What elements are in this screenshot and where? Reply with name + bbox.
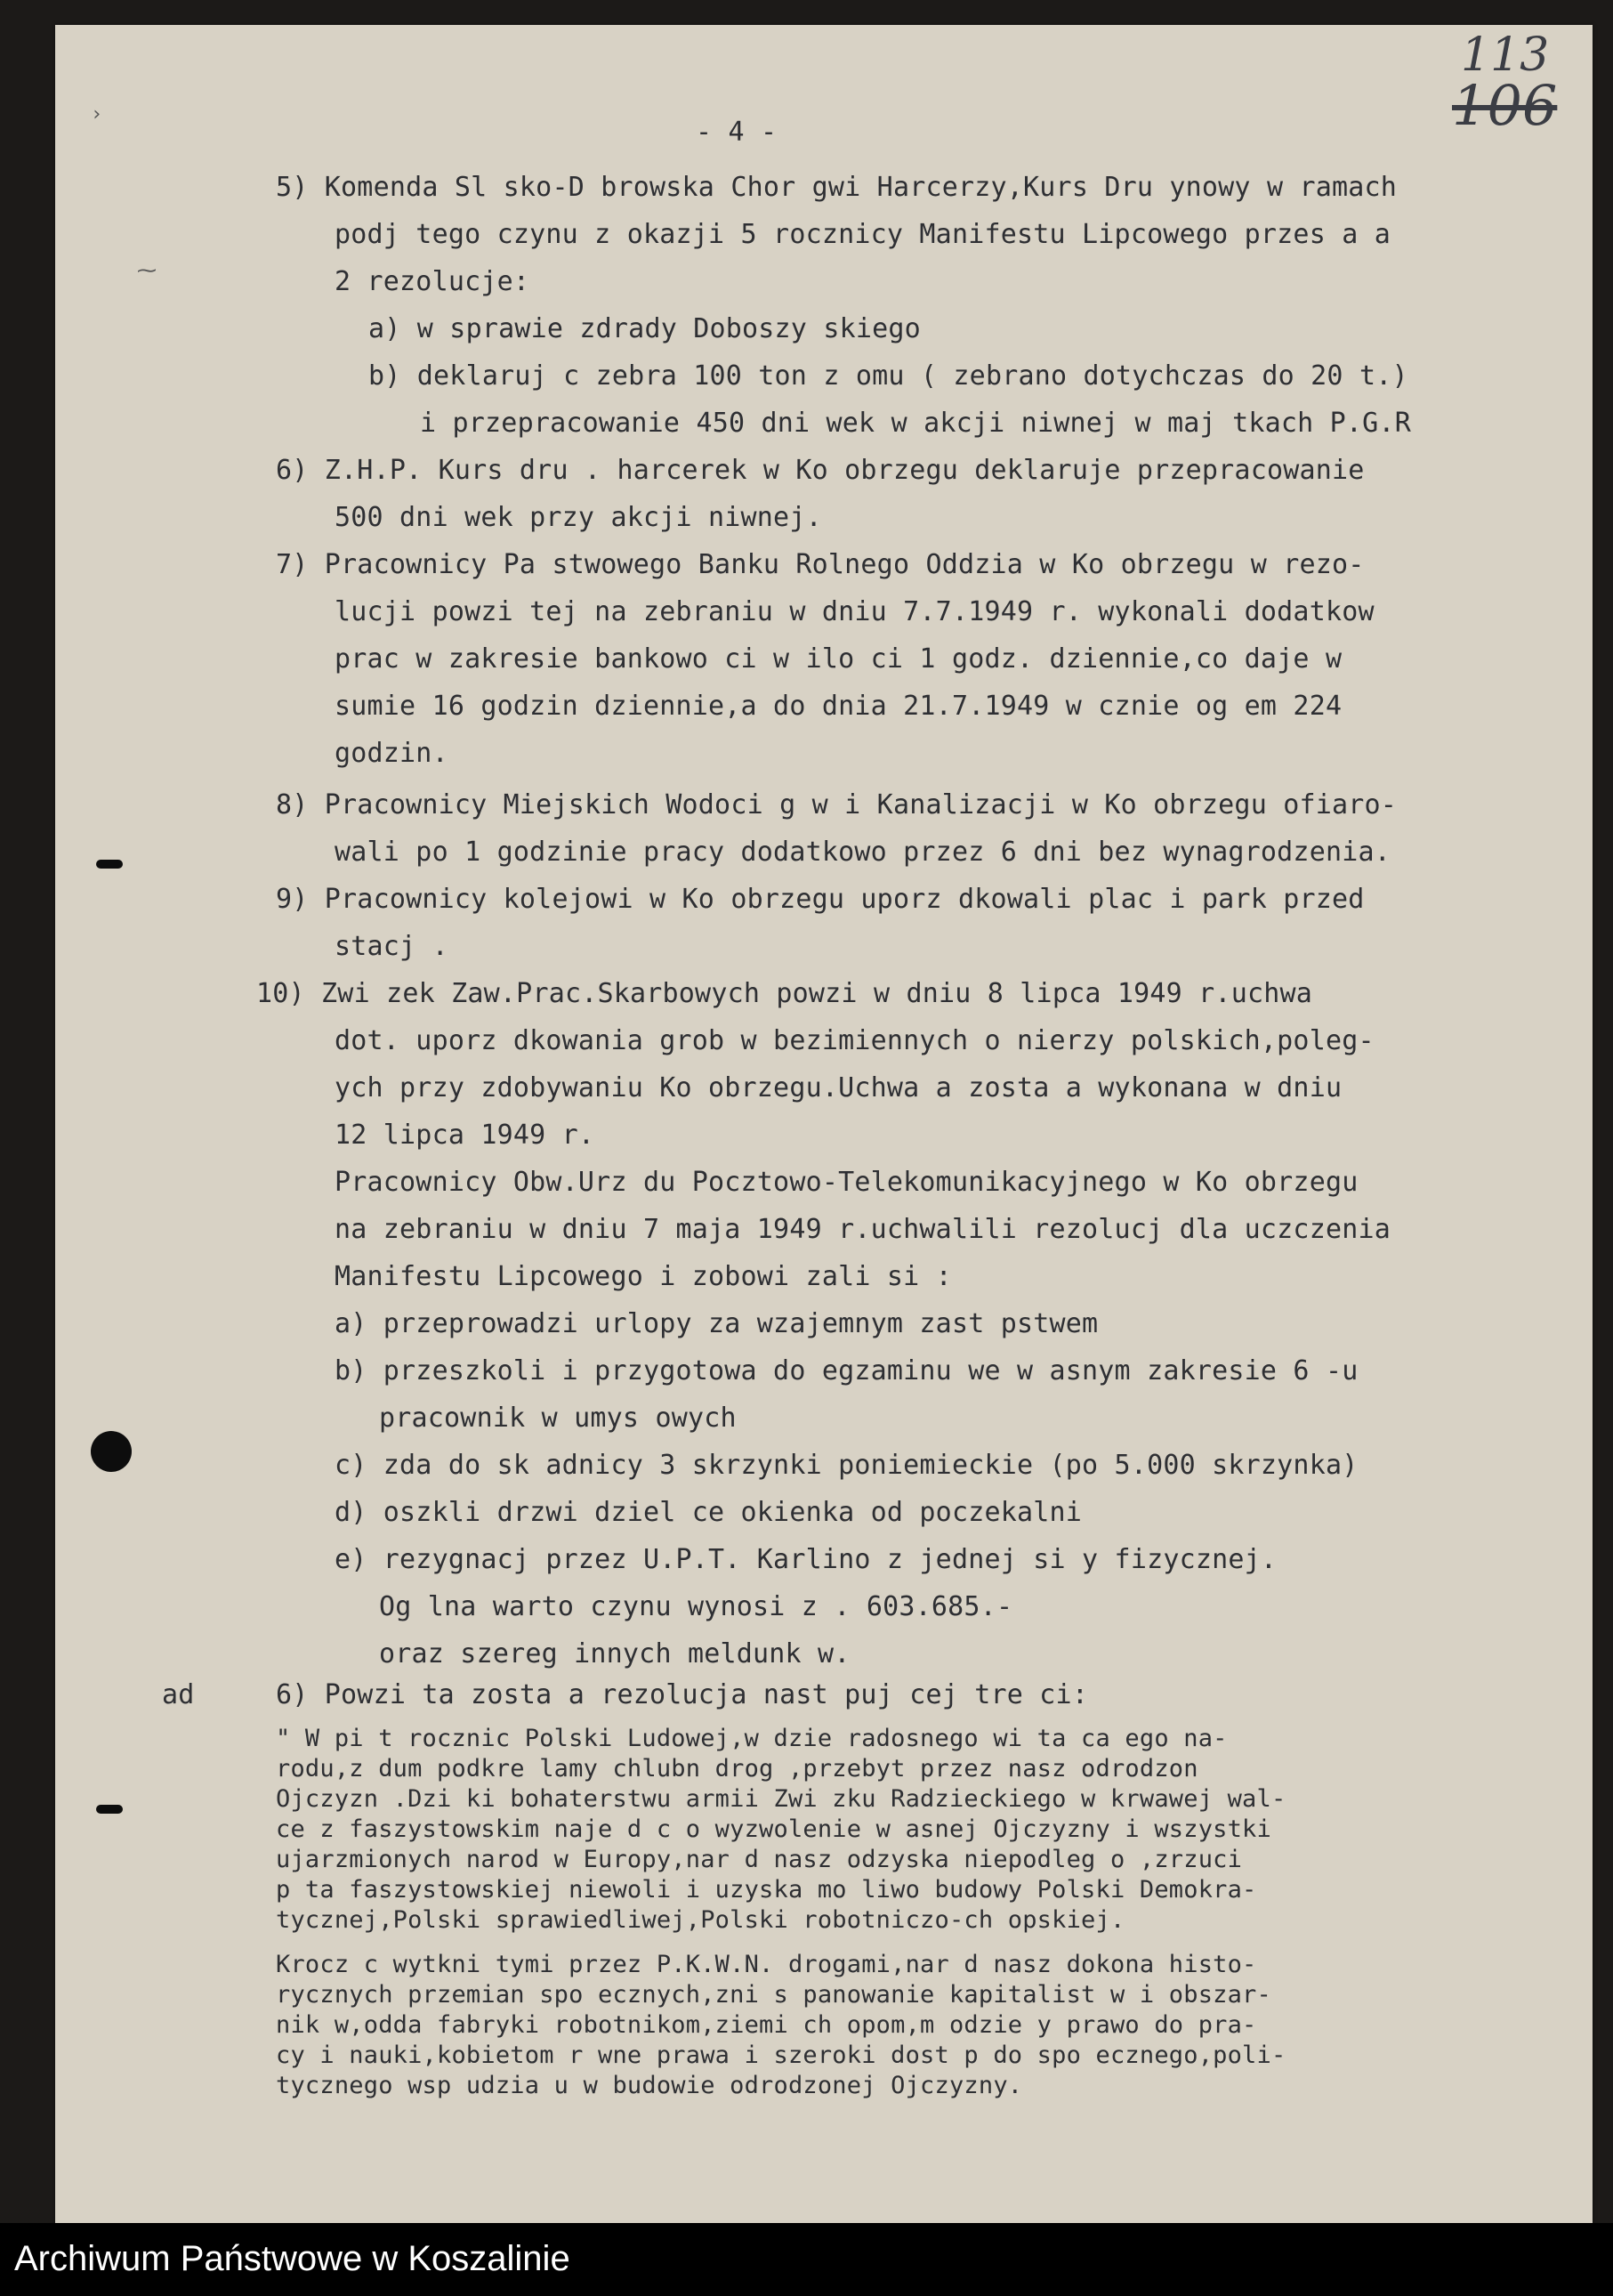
- resolution-line: p ta faszystowskiej niewoli i uzyska mo liwo budowy Polski Demokra-: [276, 1876, 1257, 1904]
- text-line: ych przy zdobywaniu Ko obrzegu.Uchwa a zosta a wykonana w dniu: [335, 1072, 1343, 1104]
- text-line: 6) Powzi ta zosta a rezolucja nast puj cej tre ci:: [276, 1679, 1089, 1710]
- text-line: prac w zakresie bankowo ci w ilo ci 1 godz. dziennie,co daje w: [335, 643, 1343, 675]
- text-line: lucji powzi tej na zebraniu w dniu 7.7.1949 r. wykonali dodatkow: [335, 596, 1375, 627]
- text-line: podj tego czynu z okazji 5 rocznicy Manifestu Lipcowego przes a a: [335, 219, 1391, 250]
- punch-notch: [96, 1805, 123, 1814]
- text-line: Pracownicy Obw.Urz du Pocztowo-Telekomunikacyjnego w Ko obrzegu: [335, 1167, 1359, 1198]
- resolution-line: tycznej,Polski sprawiedliwej,Polski robotniczo-ch opskiej.: [276, 1906, 1125, 1934]
- archive-name: Archiwum Państwowe w Koszalinie: [14, 2239, 570, 2278]
- text-line: b) deklaruj c zebra 100 ton z omu ( zebrano dotychczas do 20 t.): [368, 360, 1408, 392]
- resolution-line: rodu,z dum podkre lamy chlubn drog ,przebyt przez nasz odrodzon: [276, 1755, 1198, 1783]
- text-line: 12 lipca 1949 r.: [335, 1120, 595, 1151]
- document-page: [55, 25, 1593, 2223]
- punch-hole: [91, 1431, 132, 1472]
- text-line: b) przeszkoli i przygotowa do egzaminu we w asnym zakresie 6 -u: [335, 1355, 1359, 1386]
- resolution-line: " W pi t rocznic Polski Ludowej,w dzie radosnego wi ta ca ego na-: [276, 1725, 1228, 1752]
- resolution-line: rycznych przemian spo ecznych,zni s panowanie kapitalist w i obszar-: [276, 1981, 1271, 2009]
- archive-footer-bar: [0, 2223, 1613, 2296]
- text-line: godzin.: [335, 738, 448, 769]
- handwritten-crossed-number: 106: [1452, 73, 1558, 138]
- text-line: 7) Pracownicy Pa stwowego Banku Rolnego Oddzia w Ko obrzegu w rezo-: [276, 549, 1365, 580]
- punch-notch: [96, 860, 123, 869]
- text-line: d) oszkli drzwi dziel ce okienka od poczekalni: [335, 1497, 1083, 1528]
- resolution-line: Krocz c wytkni tymi przez P.K.W.N. drogami,nar d nasz dokona histo-: [276, 1951, 1257, 1978]
- resolution-line: ujarzmionych narod w Europy,nar d nasz odzyska niepodleg o ,zrzuci: [276, 1846, 1243, 1873]
- ad-marker: ad: [162, 1679, 195, 1710]
- text-line: 6) Z.H.P. Kurs dru . harcerek w Ko obrzegu deklaruje przepracowanie: [276, 455, 1365, 486]
- resolution-line: cy i nauki,kobietom r wne prawa i szeroki dost p do spo ecznego,poli-: [276, 2041, 1286, 2069]
- text-line: stacj .: [335, 931, 448, 962]
- page-number: - 4 -: [696, 117, 778, 148]
- text-line: Og lna warto czynu wynosi z . 603.685.-: [379, 1591, 1013, 1622]
- text-line: dot. uporz dkowania grob w bezimiennych o nierzy polskich,poleg-: [335, 1025, 1375, 1056]
- text-line: pracownik w umys owych: [379, 1403, 737, 1434]
- resolution-line: nik w,odda fabryki robotnikom,ziemi ch opom,m odzie y prawo do pra-: [276, 2011, 1257, 2039]
- margin-mark: ⁓: [137, 260, 157, 282]
- text-line: 10) Zwi zek Zaw.Prac.Skarbowych powzi w dniu 8 lipca 1949 r.uchwa: [256, 978, 1312, 1009]
- text-line: 500 dni wek przy akcji niwnej.: [335, 502, 822, 533]
- text-line: sumie 16 godzin dziennie,a do dnia 21.7.1949 w cznie og em 224: [335, 691, 1343, 722]
- resolution-line: tycznego wsp udzia u w budowie odrodzonej Ojczyzny.: [276, 2072, 1023, 2099]
- text-line: 5) Komenda Sl sko-D browska Chor gwi Harcerzy,Kurs Dru ynowy w ramach: [276, 172, 1398, 203]
- text-line: e) rezygnacj przez U.P.T. Karlino z jednej si y fizycznej.: [335, 1544, 1278, 1575]
- text-line: 2 rezolucje:: [335, 266, 530, 297]
- text-line: 9) Pracownicy kolejowi w Ko obrzegu uporz dkowali plac i park przed: [276, 884, 1365, 915]
- text-line: a) przeprowadzi urlopy za wzajemnym zast pstwem: [335, 1308, 1099, 1339]
- text-line: wali po 1 godzinie pracy dodatkowo przez 6 dni bez wynagrodzenia.: [335, 837, 1391, 868]
- text-line: na zebraniu w dniu 7 maja 1949 r.uchwalili rezolucj dla uczczenia: [335, 1214, 1391, 1245]
- text-line: oraz szereg innych meldunk w.: [379, 1638, 851, 1669]
- text-line: Manifestu Lipcowego i zobowi zali si :: [335, 1261, 952, 1292]
- text-line: 8) Pracownicy Miejskich Wodoci g w i Kanalizacji w Ko obrzegu ofiaro-: [276, 789, 1398, 821]
- resolution-line: Ojczyzn .Dzi ki bohaterstwu armii Zwi zku Radzieckiego w krwawej wal-: [276, 1785, 1286, 1813]
- handwritten-archive-number: 113: [1461, 28, 1550, 82]
- text-line: i przepracowanie 450 dni wek w akcji niwnej w maj tkach P.G.R: [420, 408, 1411, 439]
- text-line: a) w sprawie zdrady Doboszy skiego: [368, 313, 921, 344]
- text-line: c) zda do sk adnicy 3 skrzynki poniemieckie (po 5.000 skrzynka): [335, 1450, 1359, 1481]
- resolution-line: ce z faszystowskim naje d c o wyzwolenie w asnej Ojczyzny i wszystki: [276, 1815, 1271, 1843]
- margin-mark: ›: [91, 103, 103, 125]
